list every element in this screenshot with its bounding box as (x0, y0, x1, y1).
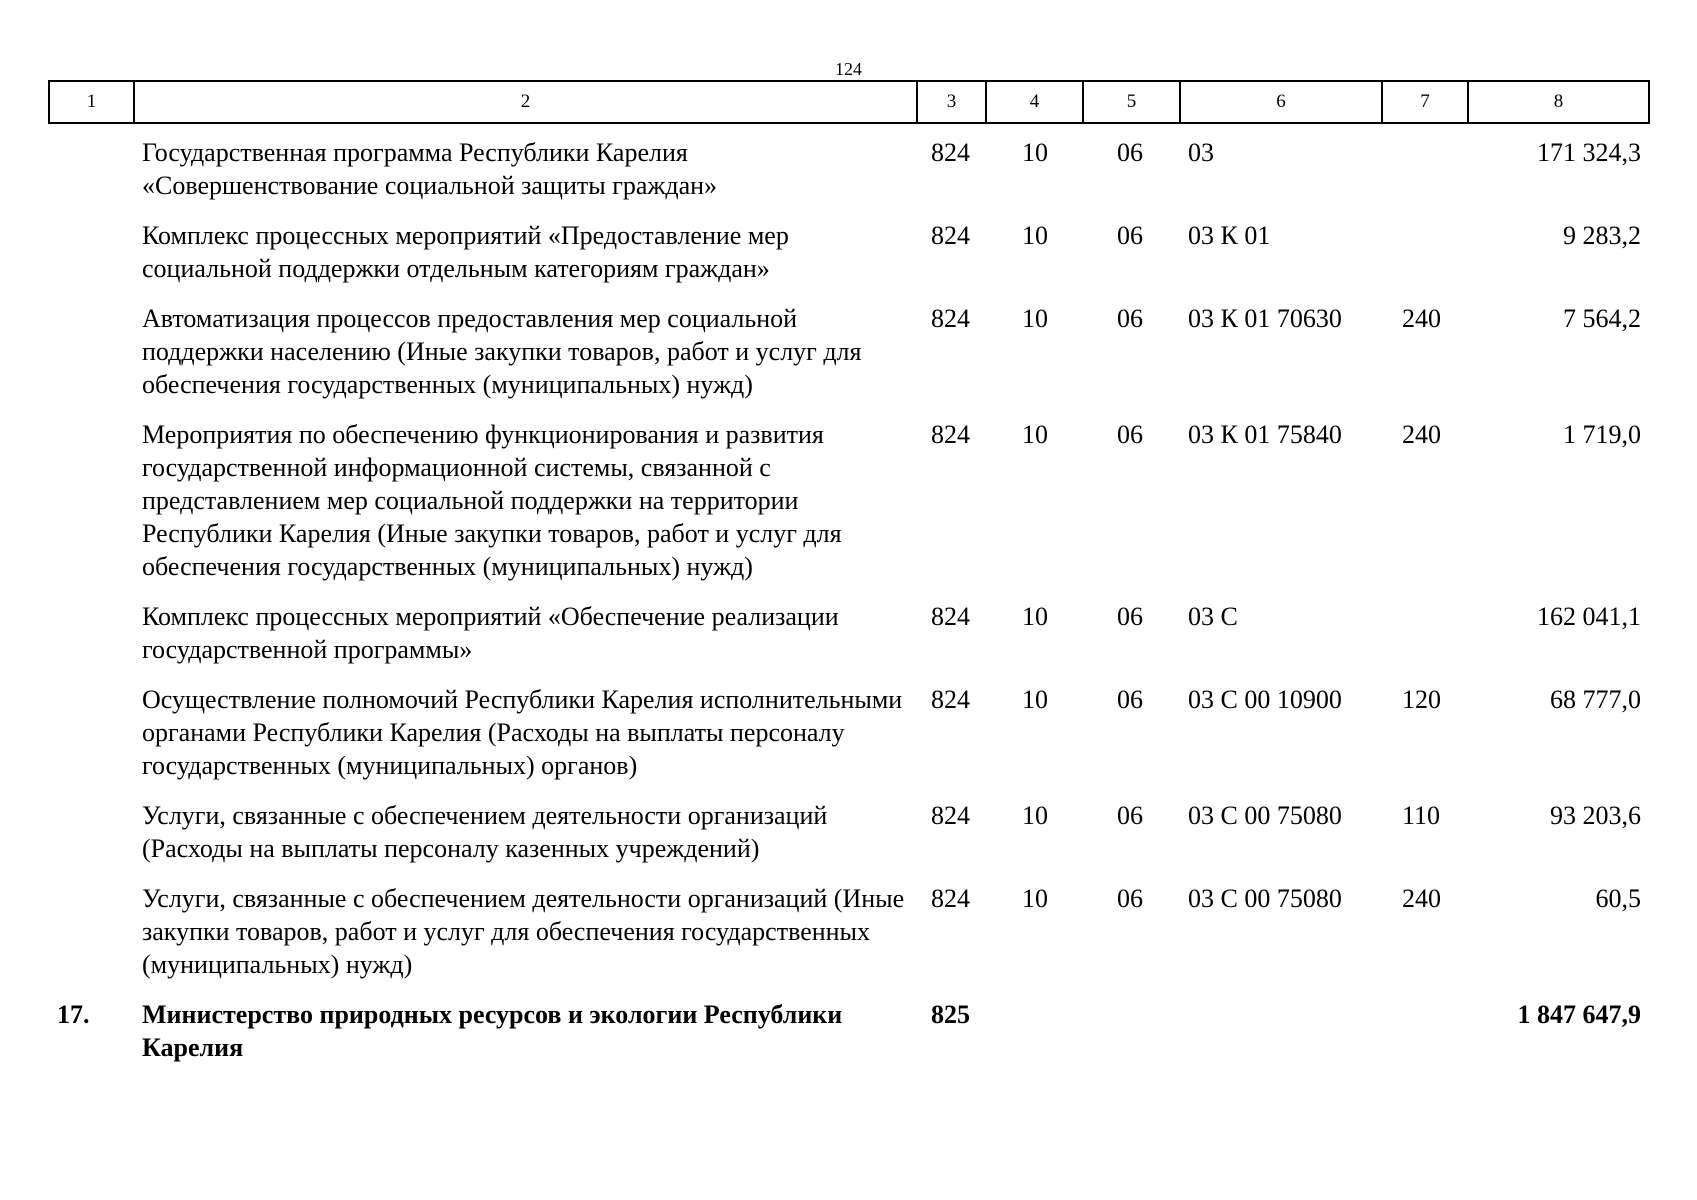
row-subsection: 06 (1117, 801, 1143, 830)
row-section (986, 988, 1083, 1071)
row-subsection (1083, 988, 1180, 1071)
row-name: Комплекс процессных мероприятий «Обеспечение реализации государственной программы» (142, 602, 839, 664)
row-ministry-code: 824 (931, 138, 970, 167)
row-expense-type: 110 (1402, 801, 1441, 830)
table-row (49, 673, 1649, 789)
header-row (49, 81, 1649, 123)
row-section: 10 (1022, 304, 1048, 333)
table-row (49, 209, 1649, 292)
page-number: 124 (835, 59, 862, 79)
row-amount: 1 719,0 (1563, 420, 1641, 449)
table-header (49, 81, 1649, 123)
row-number (49, 789, 134, 872)
row-ministry-code: 824 (931, 801, 970, 830)
row-section: 10 (1022, 801, 1048, 830)
table-row (49, 292, 1649, 408)
row-target-code: 03 К 01 75840 (1188, 420, 1342, 449)
row-section: 10 (1022, 221, 1048, 250)
row-amount: 162 041,1 (1537, 602, 1641, 631)
row-name: Услуги, связанные с обеспечением деятельности организаций (Иные закупки товаров, работ и услуг для обеспечения государственных (муниципальных) нужд) (142, 884, 905, 979)
row-amount: 171 324,3 (1537, 138, 1641, 167)
table-body (49, 123, 1649, 1071)
row-subsection: 06 (1117, 138, 1143, 167)
row-section: 10 (1022, 602, 1048, 631)
column-header-4: 4 (986, 81, 1083, 123)
row-expense-type: 240 (1402, 304, 1441, 333)
row-expense-type: 240 (1402, 420, 1441, 449)
column-header-8: 8 (1468, 81, 1649, 123)
row-amount: 7 564,2 (1563, 304, 1641, 333)
row-name: Осуществление полномочий Республики Карелия исполнительными органами Республики Карелия (Расходы на выплаты персоналу государственных (муниципальных) органов) (142, 685, 903, 780)
column-header-2: 2 (134, 81, 917, 123)
row-name: Министерство природных ресурсов и экологии Республики Карелия (142, 1000, 843, 1062)
row-subsection: 06 (1117, 884, 1143, 913)
row-target-code: 03 К 01 70630 (1188, 304, 1342, 333)
row-ministry-code: 825 (931, 1000, 970, 1029)
row-number (49, 872, 134, 988)
row-ministry-code: 824 (931, 685, 970, 714)
row-expense-type (1382, 123, 1468, 209)
row-name: Комплекс процессных мероприятий «Предоставление мер социальной поддержки отдельным категориям граждан» (142, 221, 789, 283)
table-row-ministry-total (49, 988, 1649, 1071)
row-target-code: 03 К 01 (1188, 221, 1271, 250)
row-amount: 60,5 (1595, 884, 1641, 913)
row-name: Мероприятия по обеспечению функционирования и развития государственной информационной системы, связанной с представлением мер социальной поддержки на территории Республики Карелия (Иные закупки товаров, работ и услуг для обеспечения государственных (муниципальных) нужд) (142, 420, 842, 581)
table-row (49, 123, 1649, 209)
row-subsection: 06 (1117, 420, 1143, 449)
row-number (49, 590, 134, 673)
row-number (49, 209, 134, 292)
row-number (49, 673, 134, 789)
row-amount: 1 847 647,9 (1517, 1000, 1641, 1029)
row-target-code: 03 С 00 75080 (1188, 801, 1342, 830)
row-section: 10 (1022, 138, 1048, 167)
row-section: 10 (1022, 420, 1048, 449)
row-target-code (1180, 988, 1382, 1071)
row-subsection: 06 (1117, 221, 1143, 250)
row-amount: 9 283,2 (1563, 221, 1641, 250)
row-ministry-code: 824 (931, 884, 970, 913)
row-expense-type: 120 (1402, 685, 1441, 714)
row-ministry-code: 824 (931, 420, 970, 449)
row-expense-type: 240 (1402, 884, 1441, 913)
row-name: Услуги, связанные с обеспечением деятельности организаций (Расходы на выплаты персоналу казенных учреждений) (142, 801, 828, 863)
row-target-code: 03 С (1188, 602, 1238, 631)
column-header-3: 3 (917, 81, 986, 123)
table-row (49, 789, 1649, 872)
column-header-5: 5 (1083, 81, 1180, 123)
row-name: Государственная программа Республики Карелия «Совершенствование социальной защиты граждан» (142, 138, 718, 200)
table-row (49, 872, 1649, 988)
column-header-6: 6 (1180, 81, 1382, 123)
row-section: 10 (1022, 685, 1048, 714)
table-row (49, 590, 1649, 673)
row-number (49, 408, 134, 590)
row-expense-type (1382, 590, 1468, 673)
row-number: 17. (57, 1000, 90, 1029)
row-number (49, 292, 134, 408)
table-row (49, 408, 1649, 590)
row-name: Автоматизация процессов предоставления мер социальной поддержки населению (Иные закупки товаров, работ и услуг для обеспечения государственных (муниципальных) нужд) (142, 304, 862, 399)
row-target-code: 03 С 00 10900 (1188, 685, 1342, 714)
row-subsection: 06 (1117, 602, 1143, 631)
row-section: 10 (1022, 884, 1048, 913)
row-amount: 68 777,0 (1550, 685, 1641, 714)
row-ministry-code: 824 (931, 602, 970, 631)
row-amount: 93 203,6 (1550, 801, 1641, 830)
row-subsection: 06 (1117, 685, 1143, 714)
row-subsection: 06 (1117, 304, 1143, 333)
row-expense-type (1382, 209, 1468, 292)
row-ministry-code: 824 (931, 304, 970, 333)
row-expense-type (1382, 988, 1468, 1071)
column-header-7: 7 (1382, 81, 1468, 123)
row-target-code: 03 С 00 75080 (1188, 884, 1342, 913)
column-header-1: 1 (49, 81, 134, 123)
budget-table (48, 80, 1650, 1071)
row-ministry-code: 824 (931, 221, 970, 250)
row-target-code: 03 (1188, 138, 1214, 167)
row-number (49, 123, 134, 209)
